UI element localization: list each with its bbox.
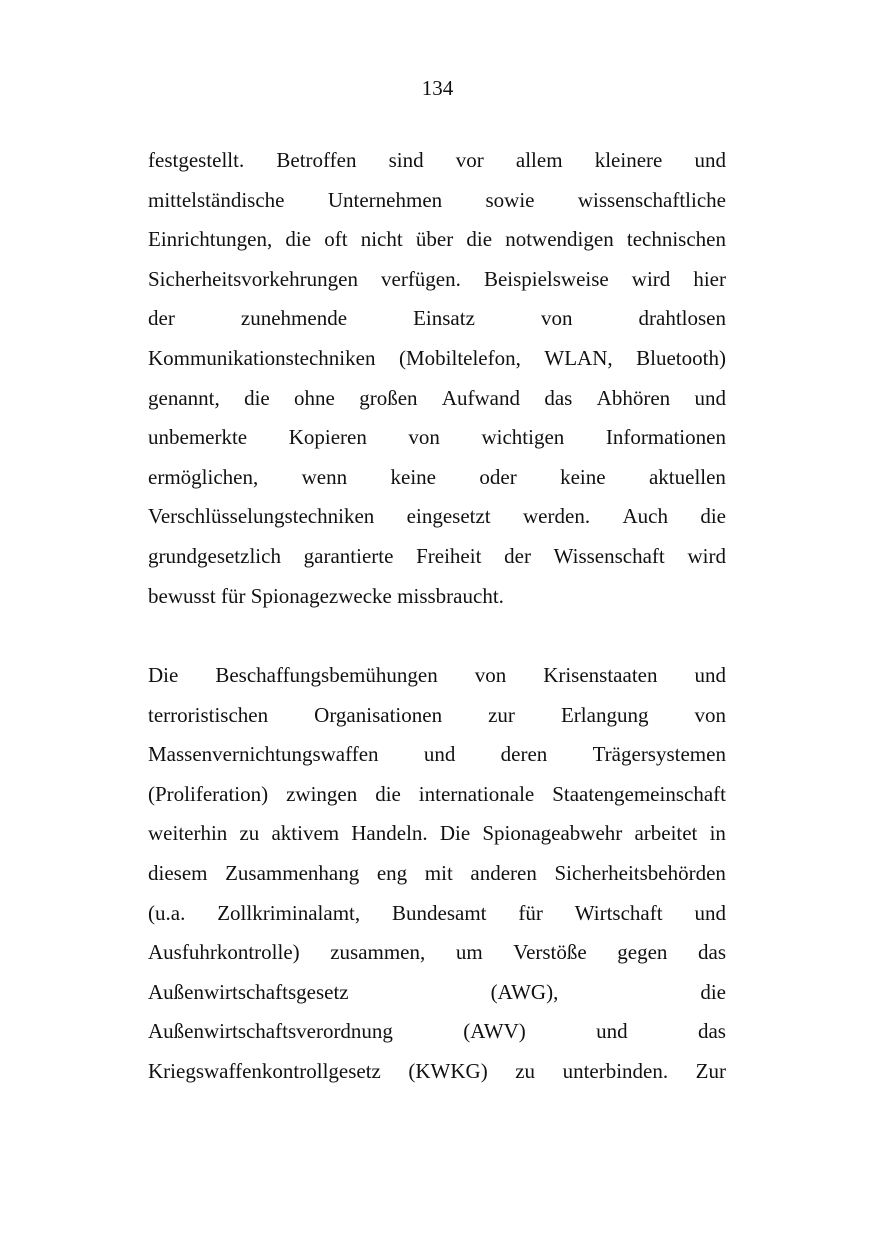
text-line: Verschlüsselungstechniken eingesetzt werden. Auch die — [148, 504, 726, 529]
text-line: Ausfuhrkontrolle) zusammen, um Verstöße gegen das — [148, 940, 726, 965]
text-line: diesem Zusammenhang eng mit anderen Sicherheitsbehörden — [148, 860, 726, 885]
page-number: 134 — [421, 76, 454, 100]
text-line: weiterhin zu aktivem Handeln. Die Spionageabwehr arbeitet in — [148, 821, 726, 846]
text-line: grundgesetzlich garantierte Freiheit der Wissenschaft wird — [148, 543, 726, 568]
text-line: (u.a. Zollkriminalamt, Bundesamt für Wirtschaft und — [148, 900, 726, 925]
text-line: unbemerkte Kopieren von wichtigen Informationen — [148, 425, 726, 450]
text-line: Die Beschaffungsbemühungen von Krisenstaaten und — [148, 663, 726, 687]
text-line: Sicherheitsvorkehrungen verfügen. Beispielsweise wird hier — [148, 266, 726, 291]
text-line: bewusst für Spionagezwecke missbraucht. — [148, 583, 504, 608]
text-line: Einrichtungen, die oft nicht über die notwendigen technischen — [148, 227, 726, 252]
text-line: Außenwirtschaftsverordnung (AWV) und das — [148, 1019, 726, 1044]
text-line: Kommunikationstechniken (Mobiltelefon, WLAN, Bluetooth) — [148, 345, 726, 370]
paragraph-2 — [148, 656, 726, 1092]
text-line: der zunehmende Einsatz von drahtlosen — [148, 306, 726, 331]
text-line: genannt, die ohne großen Aufwand das Abhören und — [148, 385, 726, 410]
text-line: (Proliferation) zwingen die internationale Staatengemeinschaft — [148, 781, 726, 806]
text-line: ermöglichen, wenn keine oder keine aktuellen — [148, 464, 726, 489]
text-line: Massenvernichtungswaffen und deren Trägersystemen — [148, 742, 726, 767]
text-line: Kriegswaffenkontrollgesetz (KWKG) zu unterbinden. Zur — [148, 1058, 726, 1083]
paragraph-1 — [148, 141, 726, 616]
text-line: mittelständische Unternehmen sowie wissenschaftliche — [148, 187, 726, 212]
text-line: Außenwirtschaftsgesetz (AWG), die — [148, 979, 726, 1004]
text-line: festgestellt. Betroffen sind vor allem kleinere und — [148, 148, 726, 172]
text-line: terroristischen Organisationen zur Erlangung von — [148, 702, 726, 727]
